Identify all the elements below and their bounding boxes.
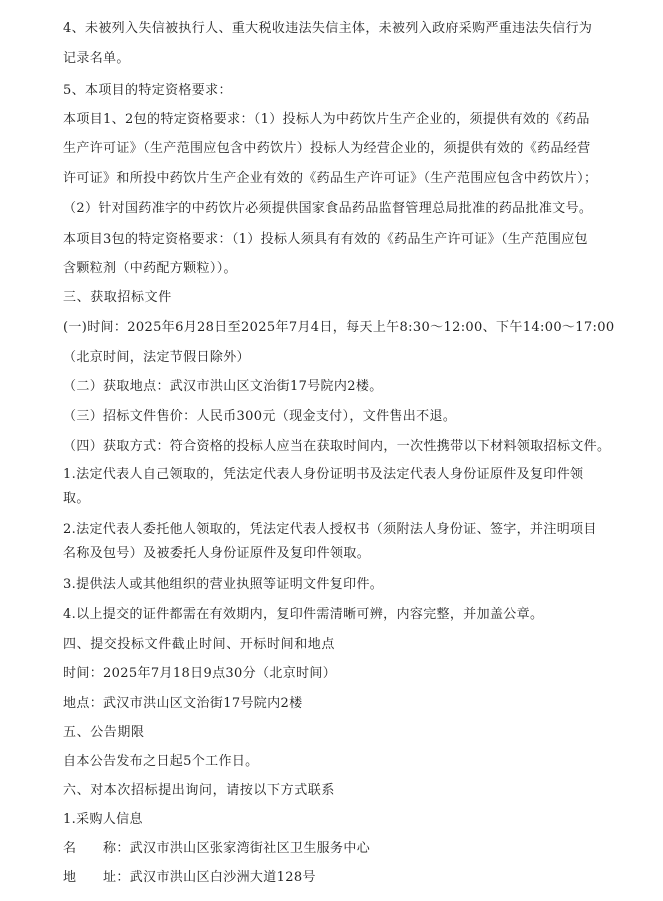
acquisition-time-line-2: （北京时间，法定节假日除外）: [63, 350, 250, 365]
package-1-2-requirement-line-4: （2）针对国药准字的中药饮片必须提供国家食品药品监督管理总局批准的药品批准文号。: [63, 201, 593, 216]
bid-location: 地点：武汉市洪山区文治街17号院内2楼: [63, 696, 303, 711]
authorized-person-line-2: 名称及包号）及被委托人身份证原件及复印件领取。: [63, 546, 371, 561]
package-1-2-requirement-line-1: 本项目1、2包的特定资格要求：（1）投标人为中药饮片生产企业的，须提供有效的《药品: [63, 112, 590, 127]
section-3-heading: 三、获取招标文件: [63, 290, 172, 305]
purchaser-address-label: 地 址：: [63, 870, 130, 885]
announcement-period: 自本公告发布之日起5个工作日。: [63, 754, 259, 769]
legal-representative-line-2: 取。: [63, 491, 90, 506]
business-license-requirement: 3.提供法人或其他组织的营业执照等证明文件复印件。: [63, 577, 384, 592]
package-3-requirement-line-1: 本项目3包的特定资格要求：（1）投标人须具有有效的《药品生产许可证》（生产范围应包: [63, 232, 588, 247]
section-4-heading: 四、提交投标文件截止时间、开标时间和地点: [63, 637, 336, 652]
bid-deadline-time: 时间：2025年7月18日9点30分（北京时间）: [63, 666, 337, 681]
purchaser-address-value: 武汉市洪山区白沙洲大道128号: [129, 870, 316, 885]
purchaser-name-label: 名 称：: [63, 841, 130, 856]
purchaser-name-row: [63, 840, 370, 858]
purchaser-name-value: 武汉市洪山区张家湾街社区卫生服务中心: [129, 841, 371, 856]
blacklist-requirement-line-1: 4、未被列入失信被执行人、重大税收违法失信主体，未被列入政府采购严重违法失信行为: [63, 21, 593, 36]
document-validity-requirement: 4.以上提交的证件都需在有效期内，复印件需清晰可辨，内容完整，并加盖公章。: [63, 607, 544, 622]
special-qualification-heading: 5、本项目的特定资格要求：: [63, 83, 232, 98]
acquisition-method: （四）获取方式：符合资格的投标人应当在获取时间内，一次性携带以下材料领取招标文件。: [63, 439, 611, 454]
section-6-heading: 六、对本次招标提出询问，请按以下方式联系: [63, 783, 336, 798]
authorized-person-line-1: 2.法定代表人委托他人领取的，凭法定代表人授权书（须附法人身份证、签字，并注明项目: [63, 522, 597, 537]
acquisition-time-line-1: (一)时间：2025年6月28日至2025年7月4日，每天上午8:30～12:00、下午14:00～17:00: [63, 320, 615, 335]
section-5-heading: 五、公告期限: [63, 725, 145, 740]
package-1-2-requirement-line-3: 许可证》和所投中药饮片生产企业有效的《药品生产许可证》（生产范围应包含中药饮片）；: [63, 171, 598, 186]
purchaser-info-heading: 1.采购人信息: [63, 812, 143, 827]
package-1-2-requirement-line-2: 生产许可证》（生产范围应包含中药饮片）投标人为经营企业的，须提供有效的《药品经营: [63, 141, 591, 156]
tender-document-price: （三）招标文件售价：人民币300元（现金支付），文件售出不退。: [63, 409, 457, 424]
legal-representative-line-1: 1.法定代表人自己领取的，凭法定代表人身份证明书及法定代表人身份证原件及复印件领: [63, 467, 584, 482]
package-3-requirement-line-2: 含颗粒剂（中药配方颗粒））。: [63, 261, 237, 276]
acquisition-location: （二）获取地点：武汉市洪山区文治街17号院内2楼。: [63, 379, 383, 394]
purchaser-address-row: [63, 869, 316, 887]
blacklist-requirement-line-2: 记录名单。: [63, 51, 130, 66]
